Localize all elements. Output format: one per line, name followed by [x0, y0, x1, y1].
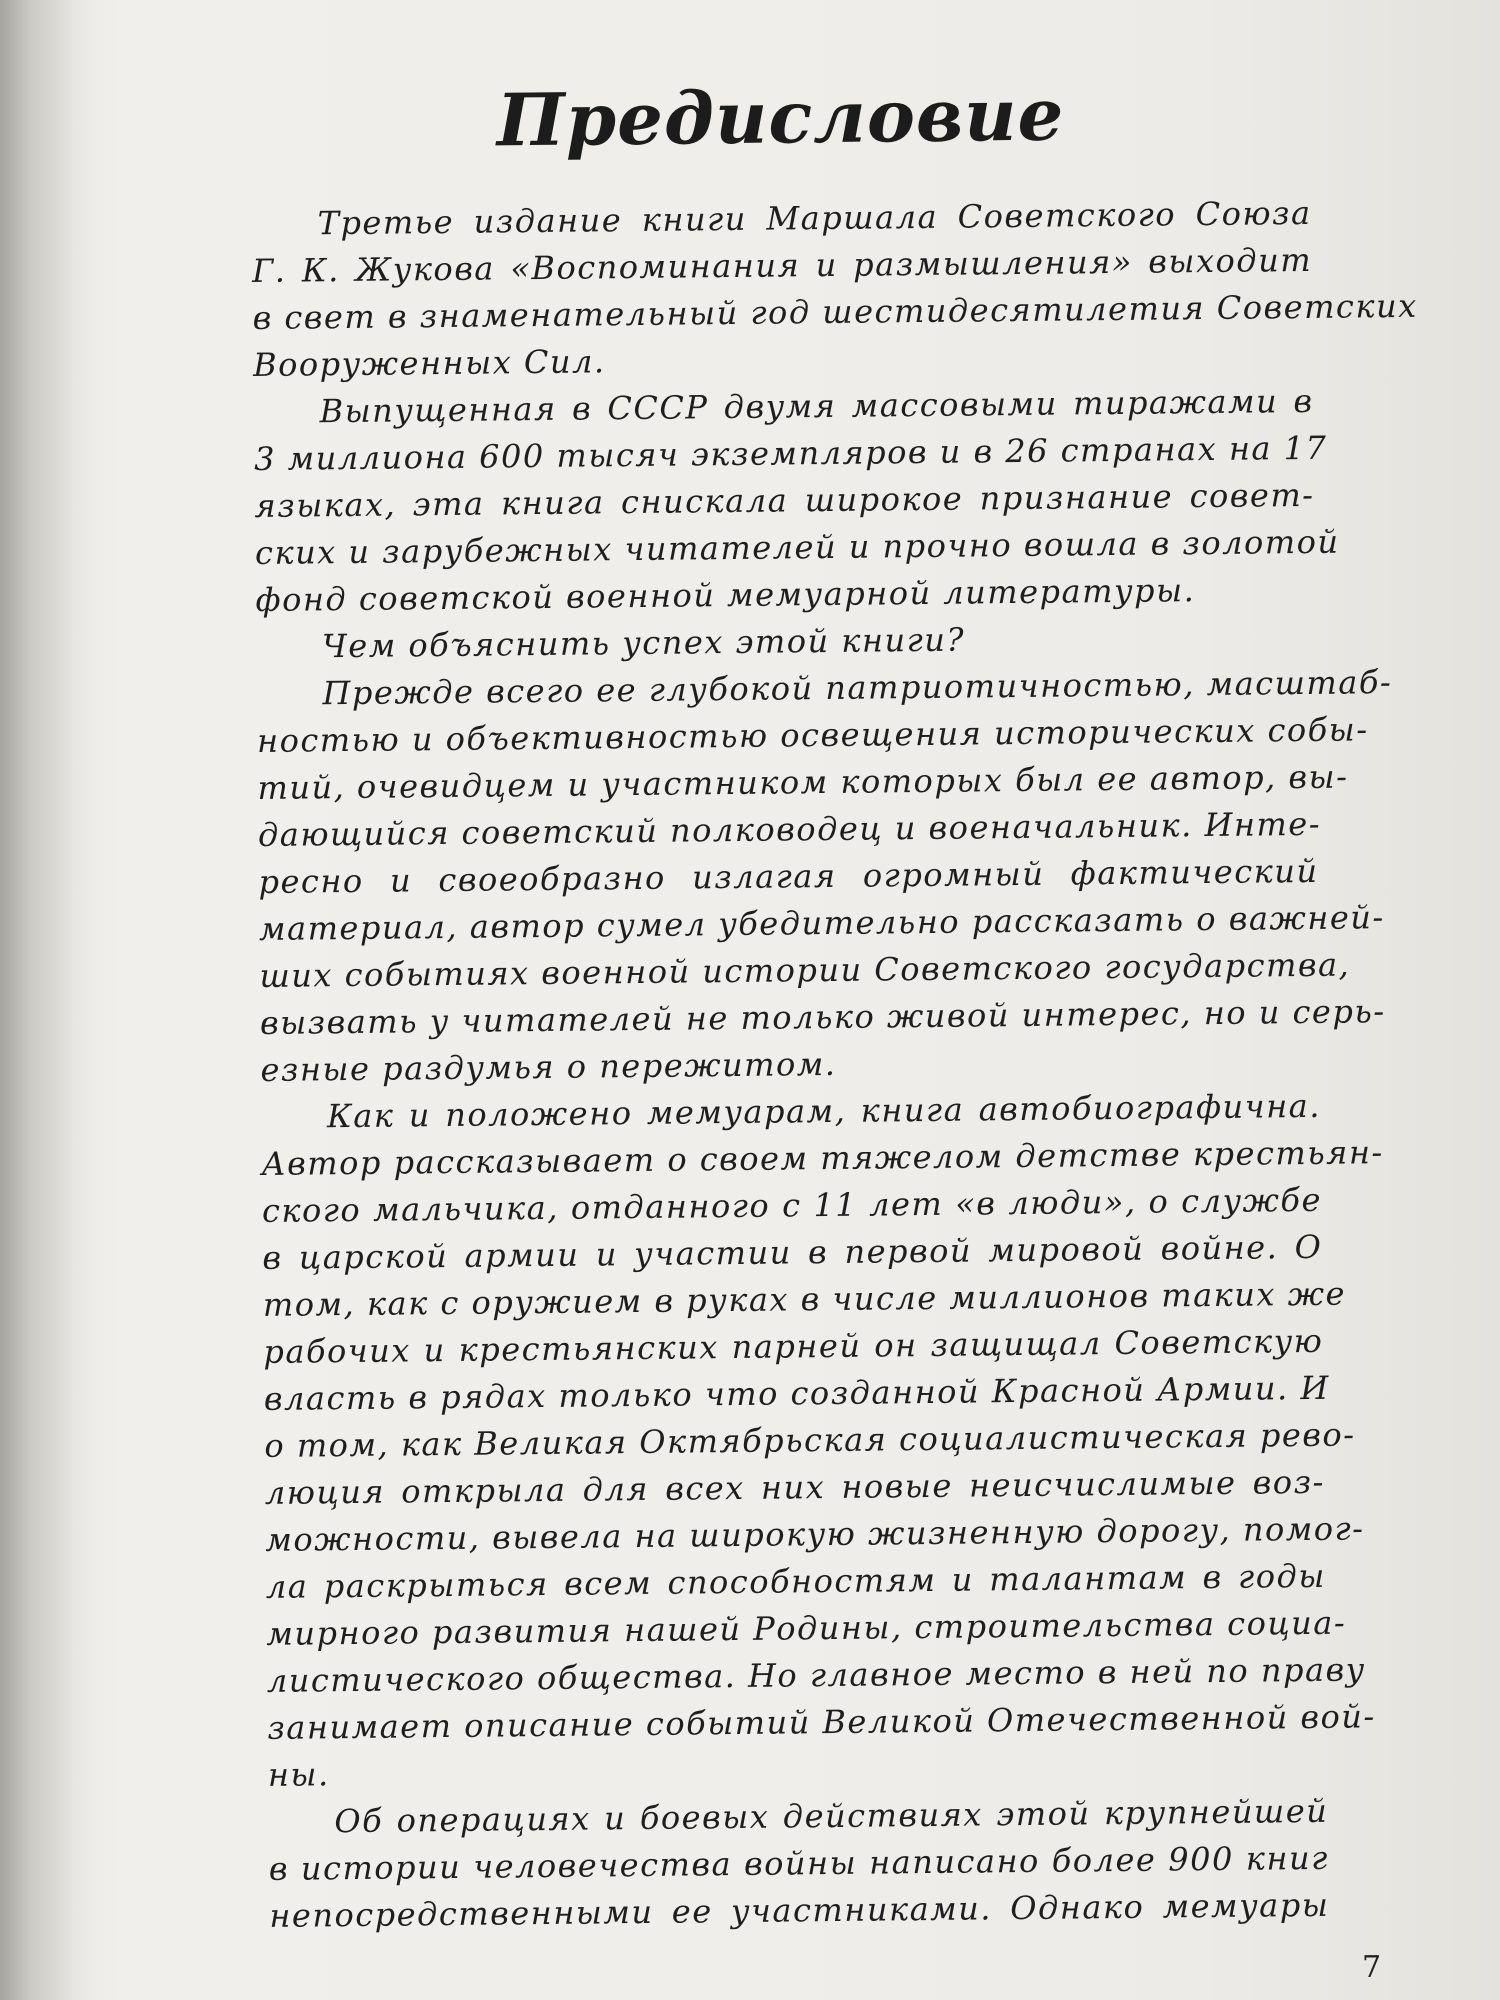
text-line: языках, эта книга снискала широкое признание совет-	[254, 475, 1315, 525]
text-line: власть в рядах только что созданной Красной Армии. И	[263, 1368, 1330, 1418]
text-line: Третье издание книги Маршала Советского Союза	[317, 193, 1312, 243]
text-line: ского мальчика, отданного с 11 лет «в люди», о службе	[261, 1180, 1323, 1230]
body-text	[251, 190, 1418, 1940]
text-line: мирного развития нашей Родины, строительства социа-	[266, 1603, 1347, 1653]
text-line: 3 миллиона 600 тысяч экземпляров и в 26 странах на 17	[253, 428, 1328, 478]
text-line: можности, вывела на широкую жизненную дорогу, помог-	[265, 1509, 1365, 1559]
text-line: езные раздумья о пережитом.	[260, 1044, 837, 1089]
text-line: люция открыла для всех них новые неисчислимые воз-	[264, 1462, 1326, 1512]
text-line: Выпущенная в СССР двумя массовыми тиражами в	[319, 381, 1314, 431]
page-number: 7	[1362, 1950, 1382, 1985]
text-line: фонд советской военной мемуарной литературы.	[255, 571, 1196, 619]
text-line: Как и положено мемуарам, книга автобиографична.	[326, 1086, 1322, 1136]
text-line: рабочих и крестьянских парней он защищал Советскую	[263, 1321, 1324, 1371]
text-line: в истории человечества войны написано более 900 книг	[268, 1838, 1329, 1888]
text-line: непосредственными ее участниками. Однако мемуары	[269, 1885, 1330, 1935]
text-line: о том, как Великая Октябрьская социалистическая рево-	[264, 1415, 1356, 1465]
text-line: листического общества. Но главное место в ней по праву	[266, 1650, 1366, 1700]
text-line: занимает описание событий Великой Отечественной вой-	[267, 1697, 1376, 1747]
text-line: ностью и объективностью освещения исторических собы-	[256, 710, 1369, 760]
text-line: Прежде всего ее глубокой патриотичностью, масштаб-	[322, 663, 1393, 713]
text-line: ны.	[267, 1755, 330, 1794]
book-gutter-shadow	[0, 0, 90, 2000]
page-content	[250, 59, 1418, 1970]
text-line: ла раскрыться всем способностям и талантам в годы	[265, 1556, 1327, 1606]
text-line: в свет в знаменательный год шестидесятилетия Советских	[252, 286, 1418, 337]
text-line: тий, очевидцем и участником которых был ее автор, вы-	[257, 757, 1349, 807]
text-line: ресно и своеобразно излагая огромный фактический	[258, 851, 1319, 901]
text-line: дающийся советский полководец и военачальник. Инте-	[257, 804, 1322, 854]
page-title: Предисловие	[496, 71, 1065, 163]
text-line: Г. К. Жукова «Воспоминания и размышления» выходит	[251, 240, 1313, 290]
text-line: Об операциях и боевых действиях этой крупнейшей	[334, 1791, 1329, 1841]
text-line: Чем объяснить успех этой книги?	[321, 620, 966, 666]
text-line: Вооруженных Сил.	[252, 342, 606, 384]
text-line: Автор рассказывает о своем тяжелом детстве крестьян-	[261, 1133, 1384, 1183]
text-line: ских и зарубежных читателей и прочно вошла в золотой	[254, 522, 1340, 572]
text-line: ших событиях военной истории Советского государства,	[259, 945, 1351, 995]
text-line: материал, автор сумел убедительно рассказать о важней-	[258, 898, 1385, 948]
text-line: в царской армии и участии в первой мировой войне. О	[262, 1227, 1323, 1277]
text-line: том, как с оружием в руках в числе миллионов таких же	[262, 1274, 1347, 1324]
text-line: вызвать у читателей не только живой интерес, но и серь-	[259, 992, 1386, 1042]
